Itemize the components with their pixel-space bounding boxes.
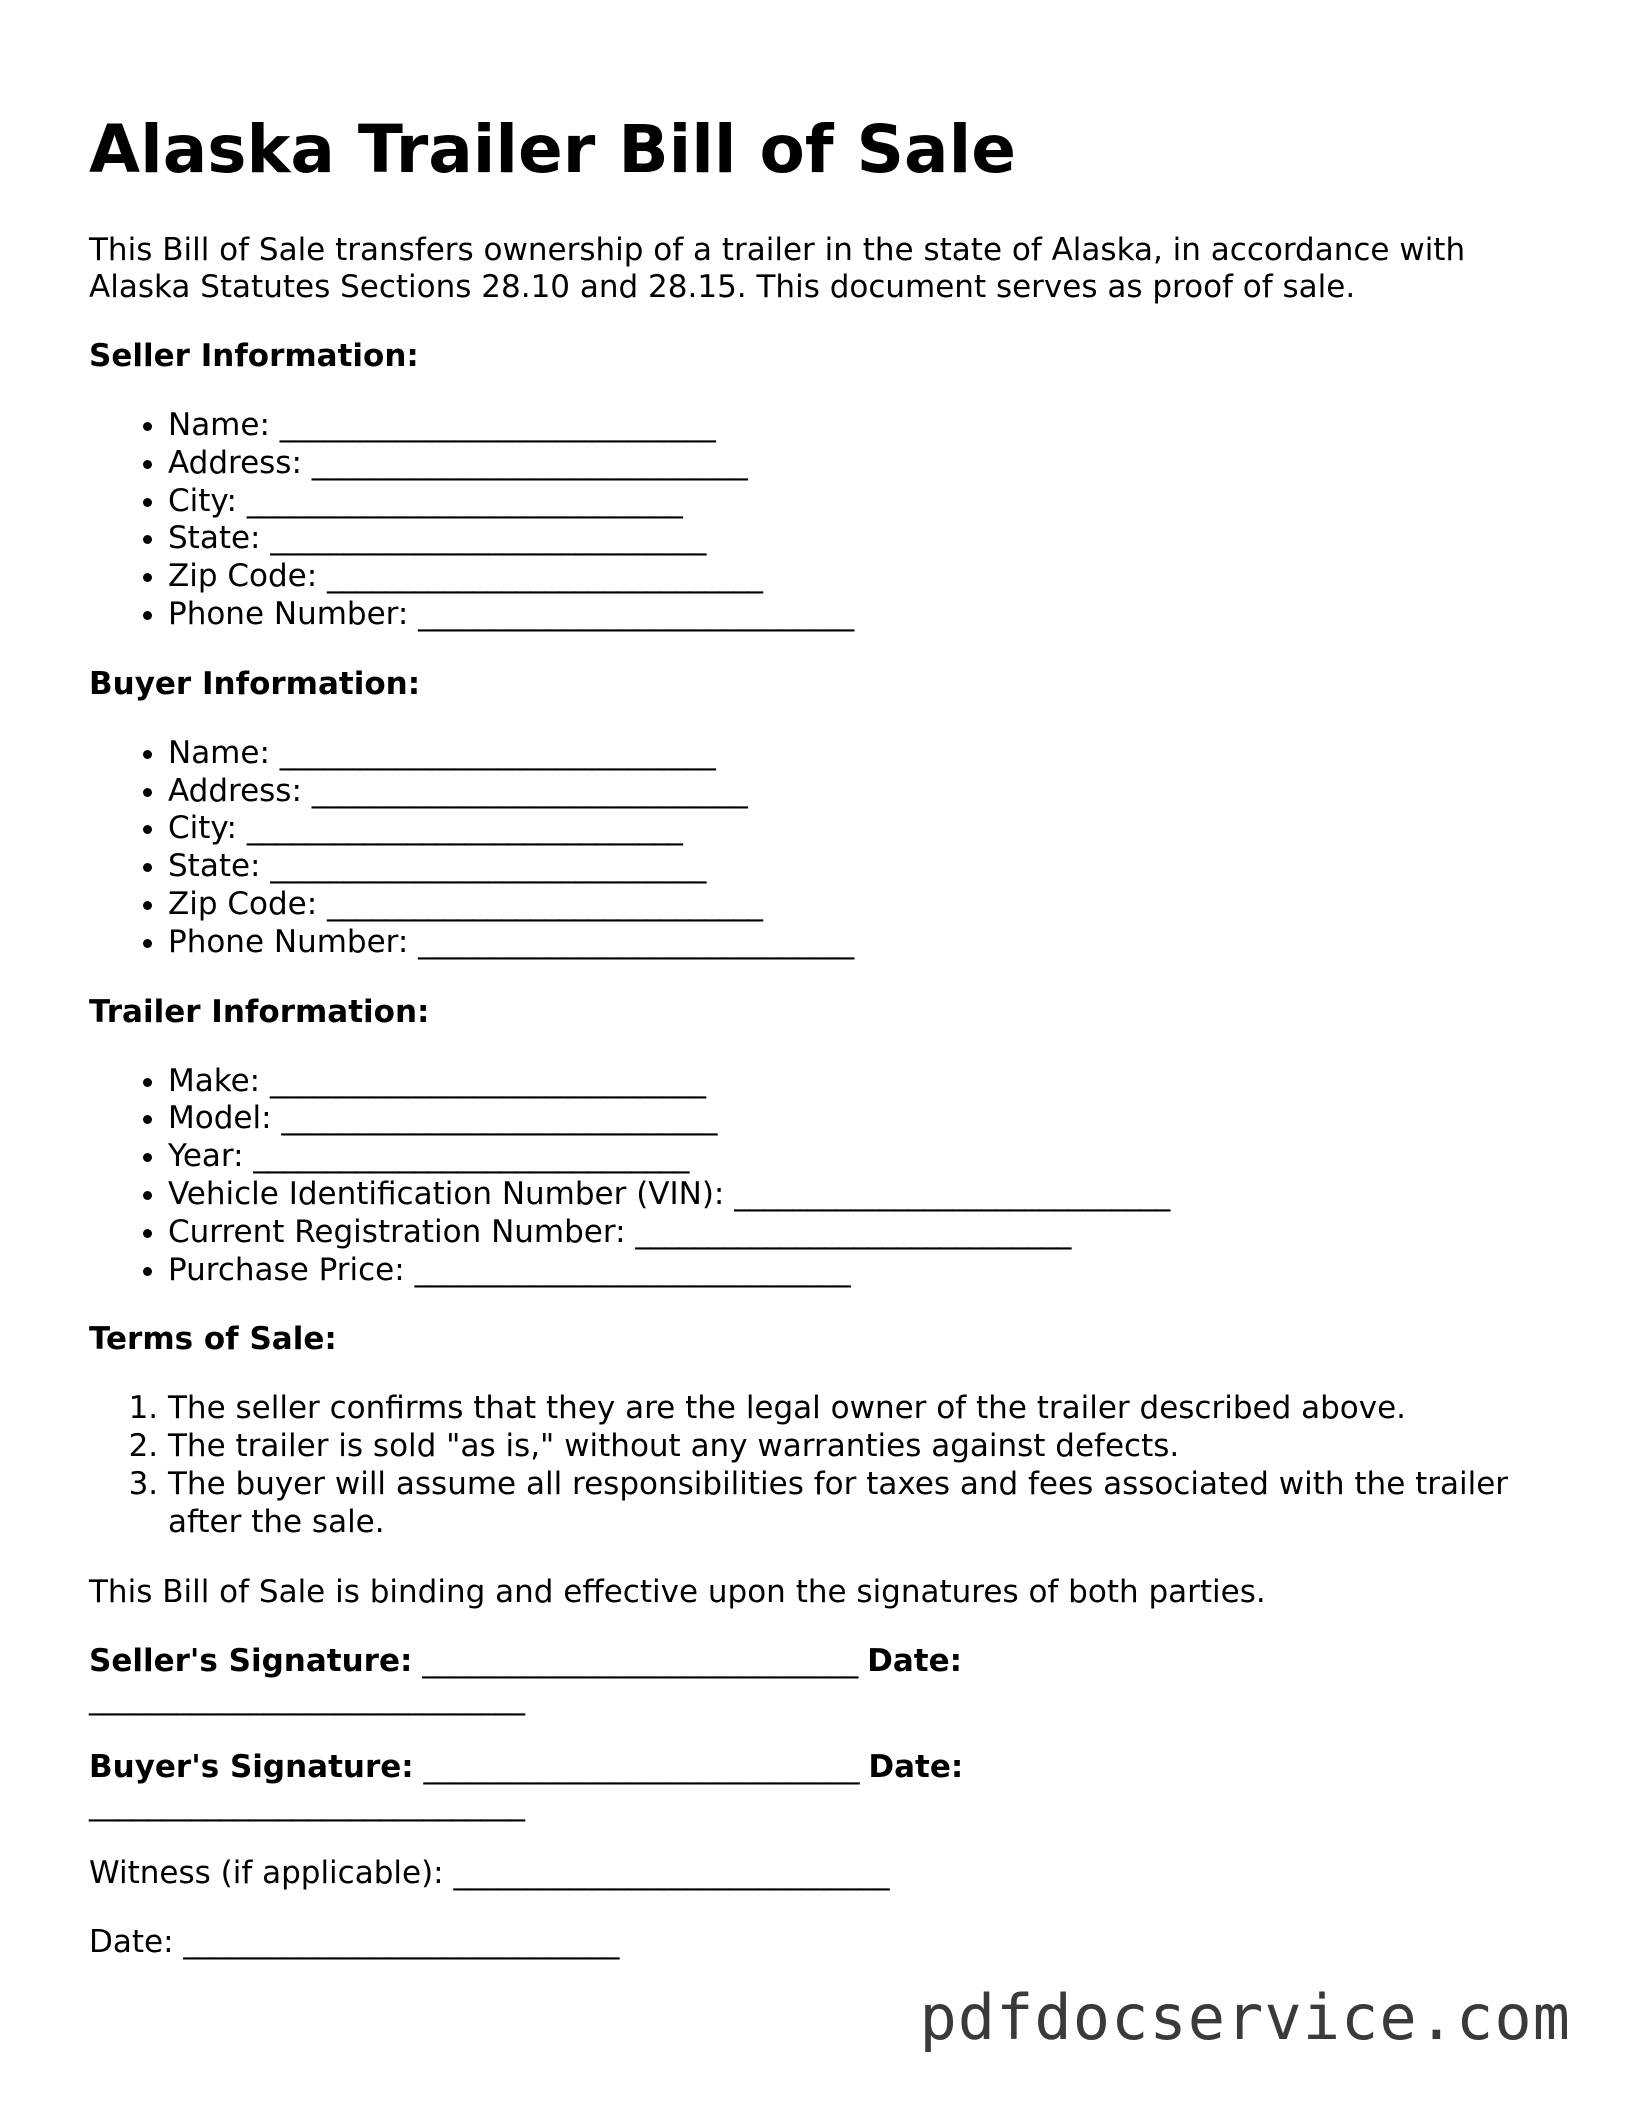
trailer-year-field[interactable]: • Year: ______________________________ <box>168 1138 1567 1176</box>
terms-item: 2. The trailer is sold "as is," without any warranties against defects. <box>168 1428 1567 1466</box>
seller-signature-blank[interactable]: ______________________________ <box>422 1642 858 1679</box>
seller-section-heading: Seller Information: <box>89 338 419 374</box>
trailer-field-list <box>89 1063 1567 1290</box>
buyer-signature-line[interactable] <box>89 1749 1089 1823</box>
seller-phone-field[interactable]: • Phone Number: ______________________________ <box>168 596 1567 634</box>
buyer-date-blank[interactable]: ______________________________ <box>89 1785 524 1822</box>
buyer-address-field[interactable]: • Address: ______________________________ <box>168 773 1567 811</box>
seller-address-field[interactable]: • Address: ______________________________ <box>168 445 1567 483</box>
seller-zip-field[interactable]: • Zip Code: ______________________________ <box>168 558 1567 596</box>
witness-date-blank[interactable]: ______________________________ <box>183 1923 619 1960</box>
seller-signature-line[interactable] <box>89 1643 1089 1717</box>
trailer-model-field[interactable]: • Model: ______________________________ <box>168 1100 1567 1138</box>
trailer-section-heading: Trailer Information: <box>89 993 430 1030</box>
witness-line[interactable] <box>89 1855 1567 1892</box>
seller-city-field[interactable]: • City: ______________________________ <box>168 483 1567 521</box>
seller-name-field[interactable]: • Name: ______________________________ <box>168 407 1567 445</box>
watermark: pdfdocservice.com <box>919 1981 1571 2054</box>
closing-statement: This Bill of Sale is binding and effective upon the signatures of both parties. <box>89 1573 1266 1610</box>
terms-list <box>89 1390 1567 1541</box>
buyer-signature-label: Buyer's Signature: <box>89 1748 414 1785</box>
trailer-price-field[interactable]: • Purchase Price: ______________________________ <box>168 1252 1567 1290</box>
buyer-city-field[interactable]: • City: ______________________________ <box>168 810 1567 848</box>
document-title: Alaska Trailer Bill of Sale <box>89 111 1016 188</box>
buyer-signature-blank[interactable]: ______________________________ <box>423 1748 859 1785</box>
buyer-field-list <box>89 735 1567 962</box>
witness-date-line[interactable] <box>89 1924 1567 1961</box>
terms-section-heading: Terms of Sale: <box>89 1321 337 1358</box>
seller-field-list <box>89 407 1567 634</box>
trailer-vin-field[interactable]: • Vehicle Identification Number (VIN): ______________________________ <box>168 1176 1567 1214</box>
buyer-date-label: Date: <box>868 1748 964 1785</box>
witness-blank[interactable]: ______________________________ <box>453 1854 889 1891</box>
buyer-zip-field[interactable]: • Zip Code: ______________________________ <box>168 886 1567 924</box>
seller-signature-label: Seller's Signature: <box>89 1642 413 1679</box>
seller-date-label: Date: <box>867 1642 963 1679</box>
terms-item: 1. The seller confirms that they are the legal owner of the trailer described above. <box>168 1390 1567 1428</box>
buyer-section-heading: Buyer Information: <box>89 665 421 702</box>
witness-date-label: Date: <box>89 1923 174 1960</box>
seller-date-blank[interactable]: ______________________________ <box>89 1679 524 1716</box>
trailer-registration-field[interactable]: • Current Registration Number: ______________________________ <box>168 1214 1567 1252</box>
trailer-make-field[interactable]: • Make: ______________________________ <box>168 1063 1567 1101</box>
buyer-name-field[interactable]: • Name: ______________________________ <box>168 735 1567 773</box>
terms-item: 3. The buyer will assume all responsibilities for taxes and fees associated with the trailer after the sale. <box>168 1466 1567 1542</box>
buyer-phone-field[interactable]: • Phone Number: ______________________________ <box>168 924 1567 962</box>
seller-state-field[interactable]: • State: ______________________________ <box>168 520 1567 558</box>
buyer-state-field[interactable]: • State: ______________________________ <box>168 848 1567 886</box>
witness-label: Witness (if applicable): <box>89 1854 444 1891</box>
intro-paragraph: This Bill of Sale transfers ownership of a trailer in the state of Alaska, in accordance with Alaska Statutes Sections 28.10 and 28.15. This document serves as proof of sale. <box>89 232 1466 305</box>
